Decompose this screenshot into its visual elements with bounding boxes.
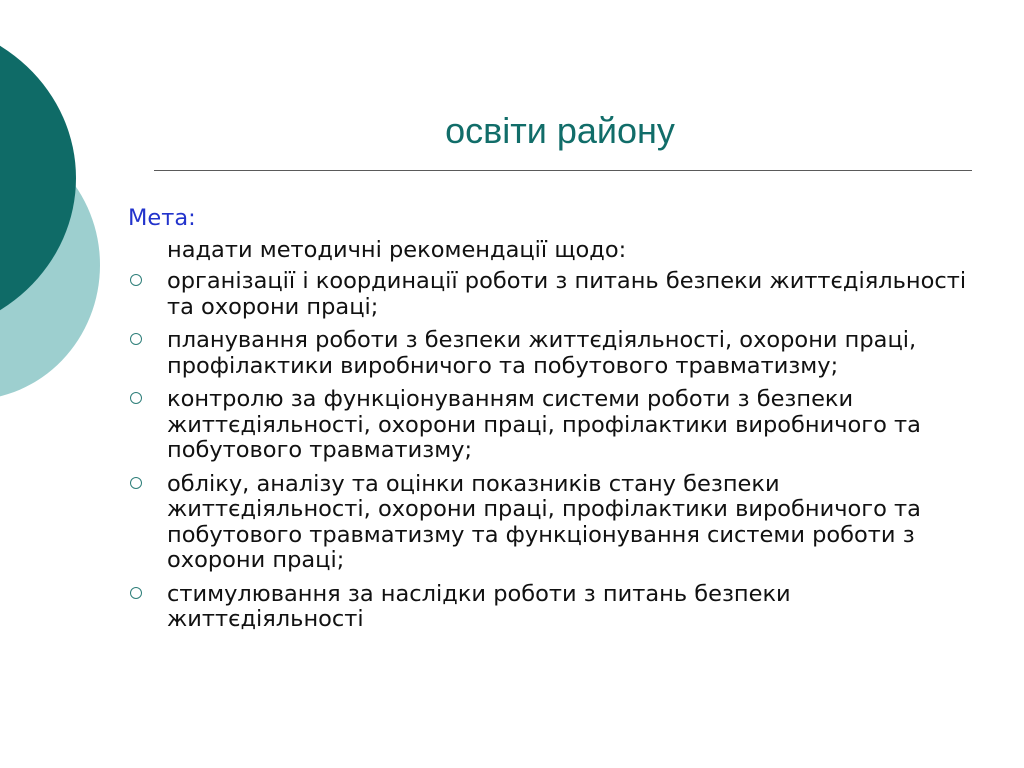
slide-title: освіти району	[445, 110, 675, 151]
list-item-text: обліку, аналізу та оцінки показників стану безпеки життєдіяльності, охорони праці, профілактики виробничого та побутового травматизму та функціонування системи роботи з охорони праці;	[167, 470, 921, 573]
list-item	[128, 328, 988, 379]
hollow-circle-icon	[130, 587, 142, 599]
list-item-text: стимулювання за наслідки роботи з питань безпеки життєдіяльності	[167, 580, 791, 632]
list-item-text: контролю за функціонуванням системи роботи з безпеки життєдіяльності, охорони праці, профілактики виробничого та побутового травматизму;	[167, 386, 921, 463]
list-item	[128, 472, 988, 574]
bullet-list	[128, 269, 988, 633]
list-item	[128, 387, 988, 464]
hollow-circle-icon	[130, 477, 142, 489]
goal-label: Мета:	[128, 205, 196, 231]
goal-intro: надати методичні рекомендації щодо:	[167, 236, 627, 263]
hollow-circle-icon	[130, 333, 142, 345]
list-item-text: планування роботи з безпеки життєдіяльності, охорони праці, профілактики виробничого та побутового травматизму;	[167, 327, 917, 379]
list-item	[128, 582, 988, 633]
title-divider	[154, 170, 972, 171]
list-item-text: організації і координації роботи з питань безпеки життєдіяльності та охорони праці;	[167, 268, 967, 320]
hollow-circle-icon	[130, 392, 142, 404]
slide-body	[128, 206, 988, 641]
list-item	[128, 269, 988, 320]
hollow-circle-icon	[130, 274, 142, 286]
